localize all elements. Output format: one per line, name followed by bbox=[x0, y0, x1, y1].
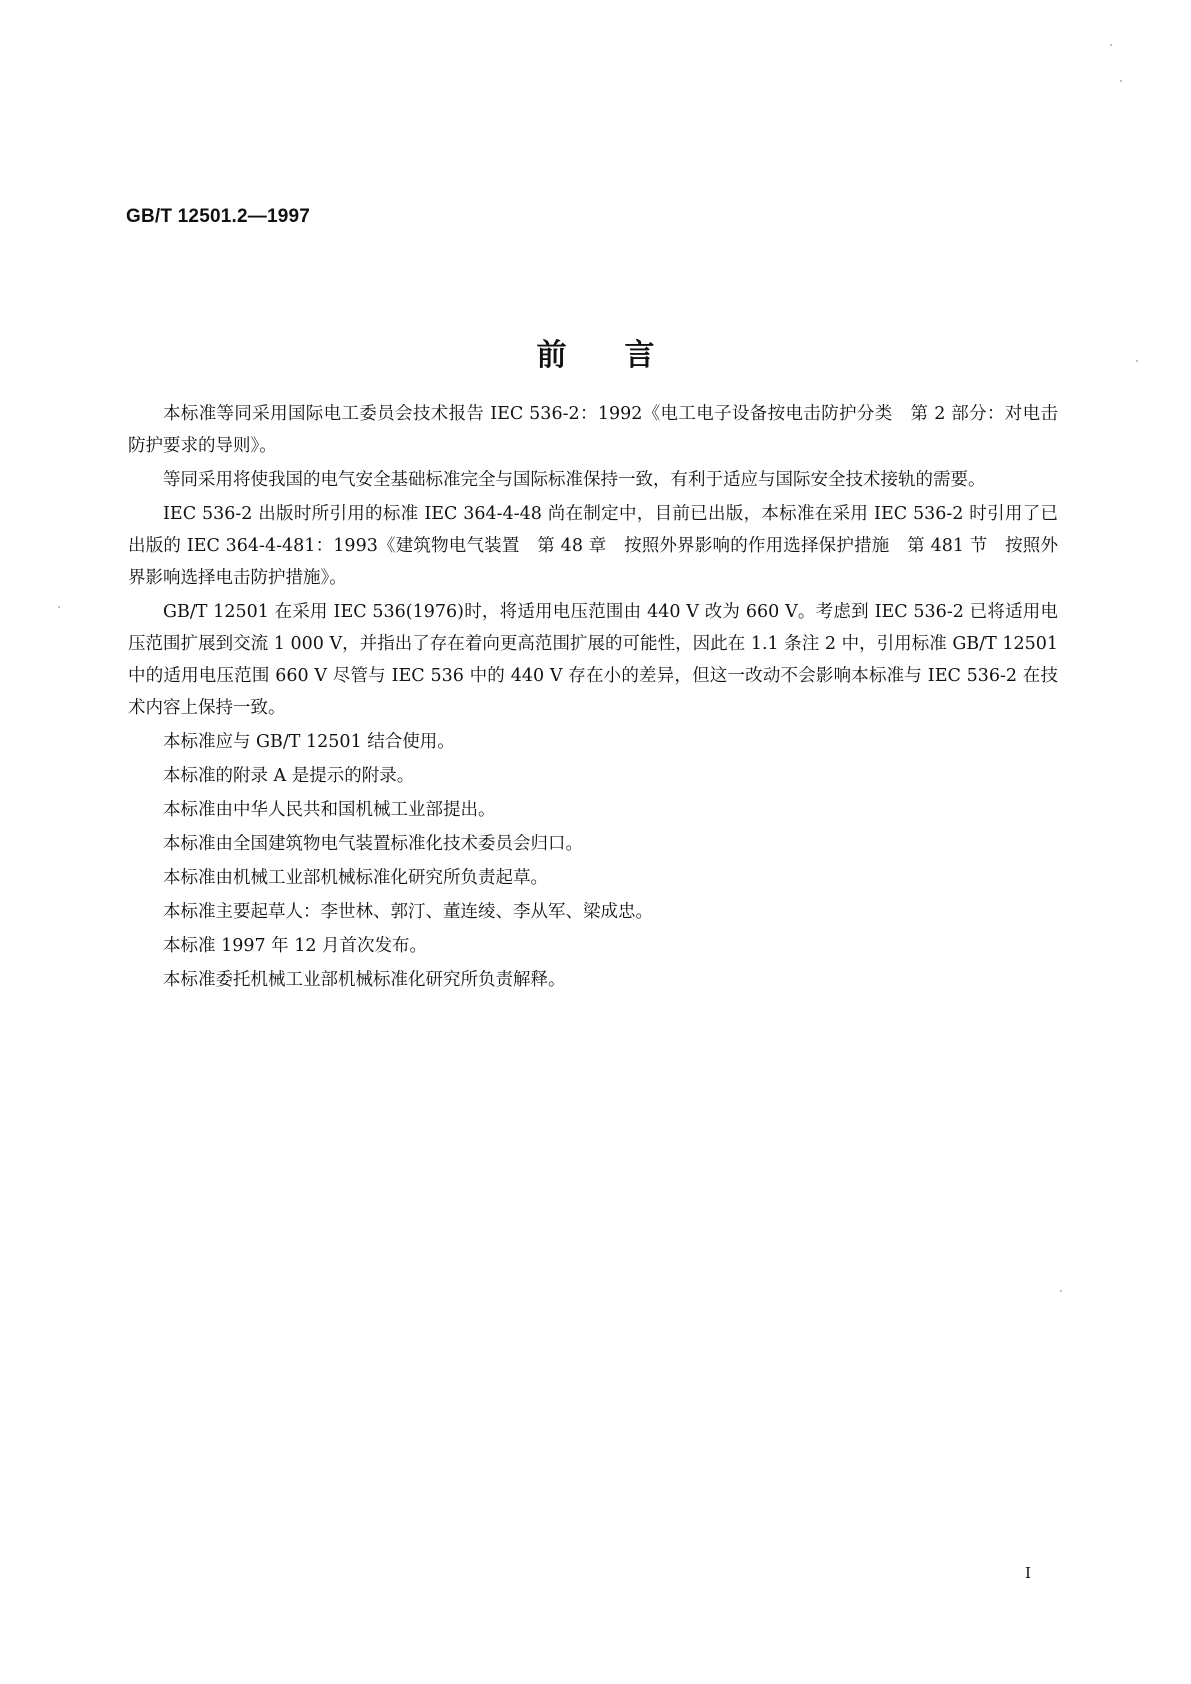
paragraph: 本标准的附录 A 是提示的附录。 bbox=[163, 766, 415, 786]
paragraph: 本标准由中华人民共和国机械工业部提出。 bbox=[163, 800, 496, 820]
paragraph: 本标准应与 GB/T 12501 结合使用。 bbox=[163, 732, 455, 752]
paragraph: 本标准等同采用国际电工委员会技术报告 IEC 536-2：1992《电工电子设备按电击防护分类 第 2 部分：对电击防护要求的导则》。 bbox=[128, 404, 1058, 456]
page-title: 前言 bbox=[536, 338, 713, 373]
scan-speck bbox=[1120, 80, 1122, 82]
paragraph: 本标准委托机械工业部机械标准化研究所负责解释。 bbox=[163, 970, 566, 990]
standard-number: GB/T 12501.2—1997 bbox=[126, 206, 311, 227]
paragraph: 本标准 1997 年 12 月首次发布。 bbox=[163, 936, 428, 956]
paragraph: 等同采用将使我国的电气安全基础标准完全与国际标准保持一致，有利于适应与国际安全技术接轨的需要。 bbox=[163, 470, 986, 490]
scan-speck bbox=[58, 606, 60, 608]
page-number: I bbox=[1025, 1564, 1031, 1582]
foreword-body bbox=[128, 398, 1058, 998]
scan-speck bbox=[1060, 1290, 1062, 1292]
paragraph: GB/T 12501 在采用 IEC 536(1976)时，将适用电压范围由 440 V 改为 660 V。考虑到 IEC 536-2 已将适用电压范围扩展到交流 1 000 V，并指出了存在着向更高范围扩展的可能性，因此在 1.1 条注 2 中，引用标准 GB/T 12501 中的适用电压范围 660 V 尽管与 IEC 536 中的 440 V 存在小的差异，但这一改动不会影响本标准与 IEC 536-2 在技术内容上保持一致。 bbox=[128, 602, 1058, 718]
scan-speck bbox=[1136, 360, 1138, 362]
paragraph: IEC 536-2 出版时所引用的标准 IEC 364-4-48 尚在制定中，目前已出版，本标准在采用 IEC 536-2 时引用了已出版的 IEC 364-4-481：1993《建筑物电气装置 第 48 章 按照外界影响的作用选择保护措施 第 481 节 按照外界影响选择电击防护措施》。 bbox=[128, 504, 1058, 588]
paragraph: 本标准主要起草人：李世林、郭汀、董连绫、李从军、梁成忠。 bbox=[163, 902, 653, 922]
scan-speck bbox=[1110, 44, 1112, 46]
paragraph: 本标准由机械工业部机械标准化研究所负责起草。 bbox=[163, 868, 548, 888]
paragraph: 本标准由全国建筑物电气装置标准化技术委员会归口。 bbox=[163, 834, 583, 854]
